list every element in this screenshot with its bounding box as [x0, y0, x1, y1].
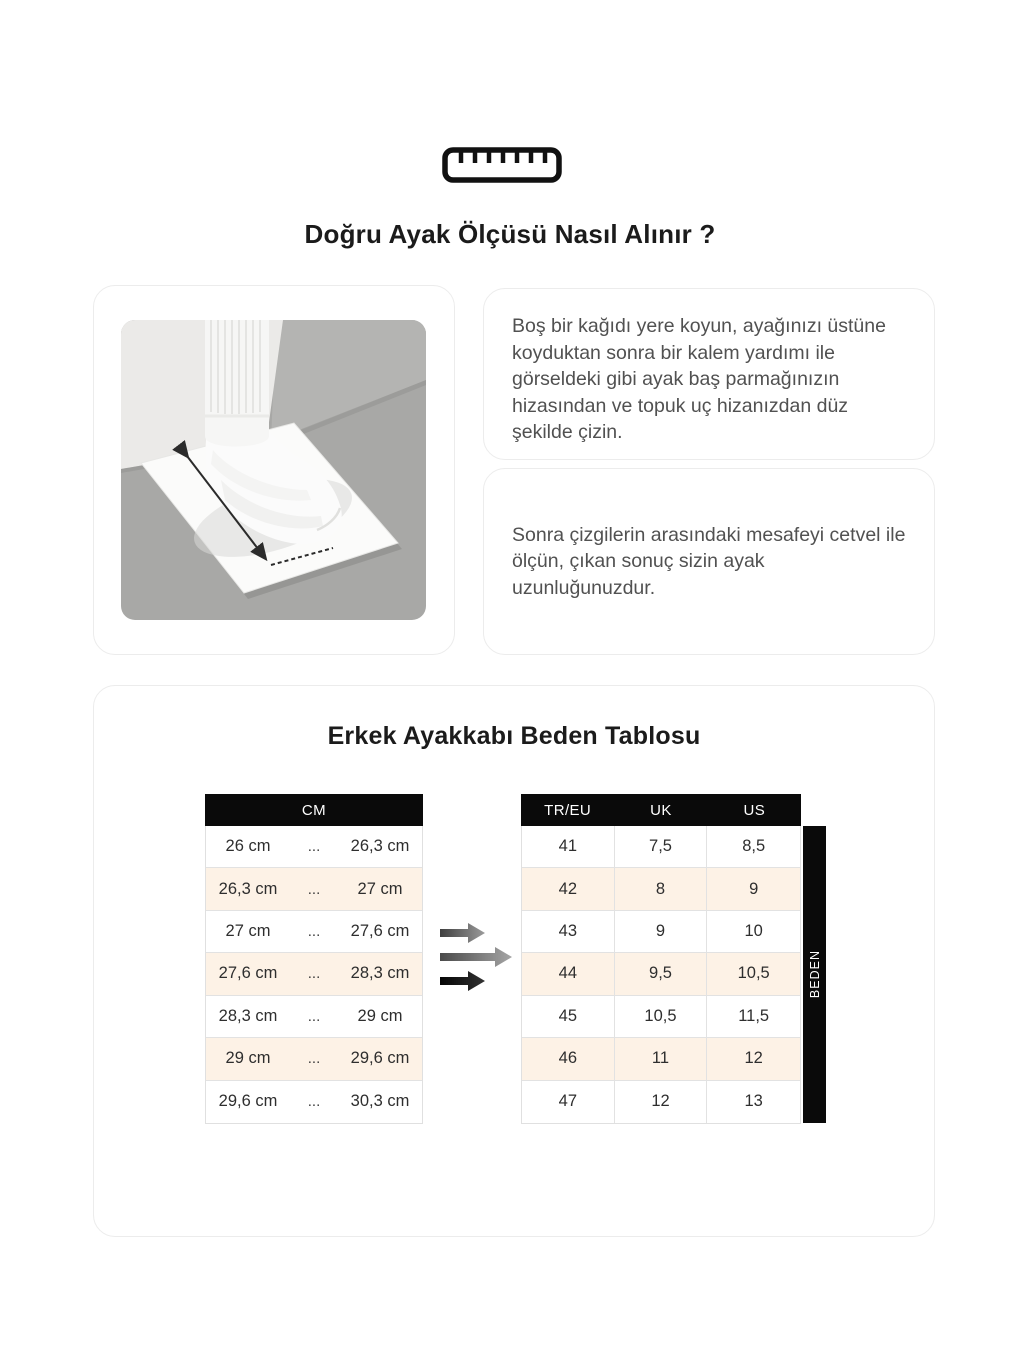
foot-measurement-illustration — [121, 320, 426, 620]
cm-table-header: CM — [205, 794, 423, 826]
size-tr-eu: 45 — [522, 996, 615, 1037]
ruler-icon — [441, 146, 563, 184]
cm-row — [206, 826, 422, 868]
cm-from: 26 cm — [225, 837, 271, 856]
size-tr-eu: 47 — [522, 1081, 615, 1123]
size-us: 10 — [744, 922, 763, 941]
range-dots: ... — [307, 1093, 321, 1111]
cm-row — [206, 996, 422, 1038]
size-uk: 10,5 — [615, 996, 708, 1037]
header-us: US — [743, 801, 766, 819]
size-row — [522, 996, 800, 1038]
range-dots: ... — [307, 838, 321, 856]
size-uk: 8 — [615, 868, 708, 909]
range-dots: ... — [307, 923, 321, 941]
size-uk: 7,5 — [615, 826, 708, 867]
range-dots: ... — [307, 1050, 321, 1068]
size-tr-eu: 41 — [522, 826, 615, 867]
cm-row — [206, 1081, 422, 1123]
cm-from: 29,6 cm — [218, 1092, 278, 1111]
range-dots: ... — [307, 880, 321, 898]
size-us: 9 — [749, 879, 759, 898]
size-us: 11,5 — [738, 1006, 770, 1025]
size-row — [522, 1081, 800, 1123]
cm-to: 29 cm — [357, 1006, 403, 1025]
instruction-step-1: Boş bir kağıdı yere koyun, ayağınızı üstüne koyduktan sonra bir kalem yardımı ile görseldeki gibi ayak baş parmağınızın hizasından ve topuk uç hizanızdan düz şekilde çizin. — [512, 315, 886, 443]
measurement-image-card — [93, 285, 455, 655]
cm-to: 29,6 cm — [350, 1049, 410, 1068]
size-table-title: Erkek Ayakkabı Beden Tablosu — [327, 722, 701, 750]
size-row — [522, 911, 800, 953]
cm-to: 28,3 cm — [350, 964, 410, 983]
arrows-right-icon — [438, 919, 516, 995]
size-table — [521, 794, 801, 1124]
size-uk: 11 — [615, 1038, 708, 1079]
size-us: 12 — [744, 1049, 763, 1068]
cm-from: 26,3 cm — [218, 879, 278, 898]
size-row — [522, 1038, 800, 1080]
cm-to: 27 cm — [357, 879, 403, 898]
size-table-card — [93, 685, 935, 1237]
cm-to: 30,3 cm — [350, 1092, 410, 1111]
header-tr-eu: TR/EU — [544, 801, 592, 819]
beden-label-text: BEDEN — [807, 950, 822, 999]
size-row — [522, 953, 800, 995]
size-table-header — [521, 794, 801, 826]
instruction-step-2: Sonra çizgilerin arasındaki mesafeyi cetvel ile ölçün, çıkan sonuç sizin ayak uzunluğunuzdur. — [512, 523, 906, 599]
cm-table — [205, 794, 423, 1124]
size-us: 10,5 — [737, 964, 770, 983]
size-tr-eu: 43 — [522, 911, 615, 952]
range-dots: ... — [307, 1007, 321, 1025]
cm-row — [206, 953, 422, 995]
cm-to: 27,6 cm — [350, 922, 410, 941]
cm-from: 28,3 cm — [218, 1006, 278, 1025]
header-uk: UK — [650, 801, 672, 819]
cm-from: 27,6 cm — [218, 964, 278, 983]
size-row — [522, 826, 800, 868]
page-title: Doğru Ayak Ölçüsü Nasıl Alınır ? — [304, 219, 716, 249]
cm-from: 29 cm — [225, 1049, 271, 1068]
size-tr-eu: 46 — [522, 1038, 615, 1079]
foot-measurement-photo — [121, 320, 426, 620]
cm-row — [206, 868, 422, 910]
size-uk: 9,5 — [615, 953, 708, 994]
cm-row — [206, 1038, 422, 1080]
size-us: 13 — [744, 1092, 763, 1111]
size-row — [522, 868, 800, 910]
size-uk: 9 — [615, 911, 708, 952]
size-uk: 12 — [615, 1081, 708, 1123]
size-tr-eu: 42 — [522, 868, 615, 909]
cm-to: 26,3 cm — [350, 837, 410, 856]
cm-table-body — [205, 826, 423, 1124]
size-us: 8,5 — [742, 837, 766, 856]
size-tr-eu: 44 — [522, 953, 615, 994]
cm-row — [206, 911, 422, 953]
size-table-body — [521, 826, 801, 1124]
instruction-card-2 — [483, 468, 935, 655]
beden-side-label — [803, 826, 826, 1123]
instruction-card-1 — [483, 288, 935, 460]
range-dots: ... — [307, 965, 321, 983]
cm-from: 27 cm — [225, 922, 271, 941]
